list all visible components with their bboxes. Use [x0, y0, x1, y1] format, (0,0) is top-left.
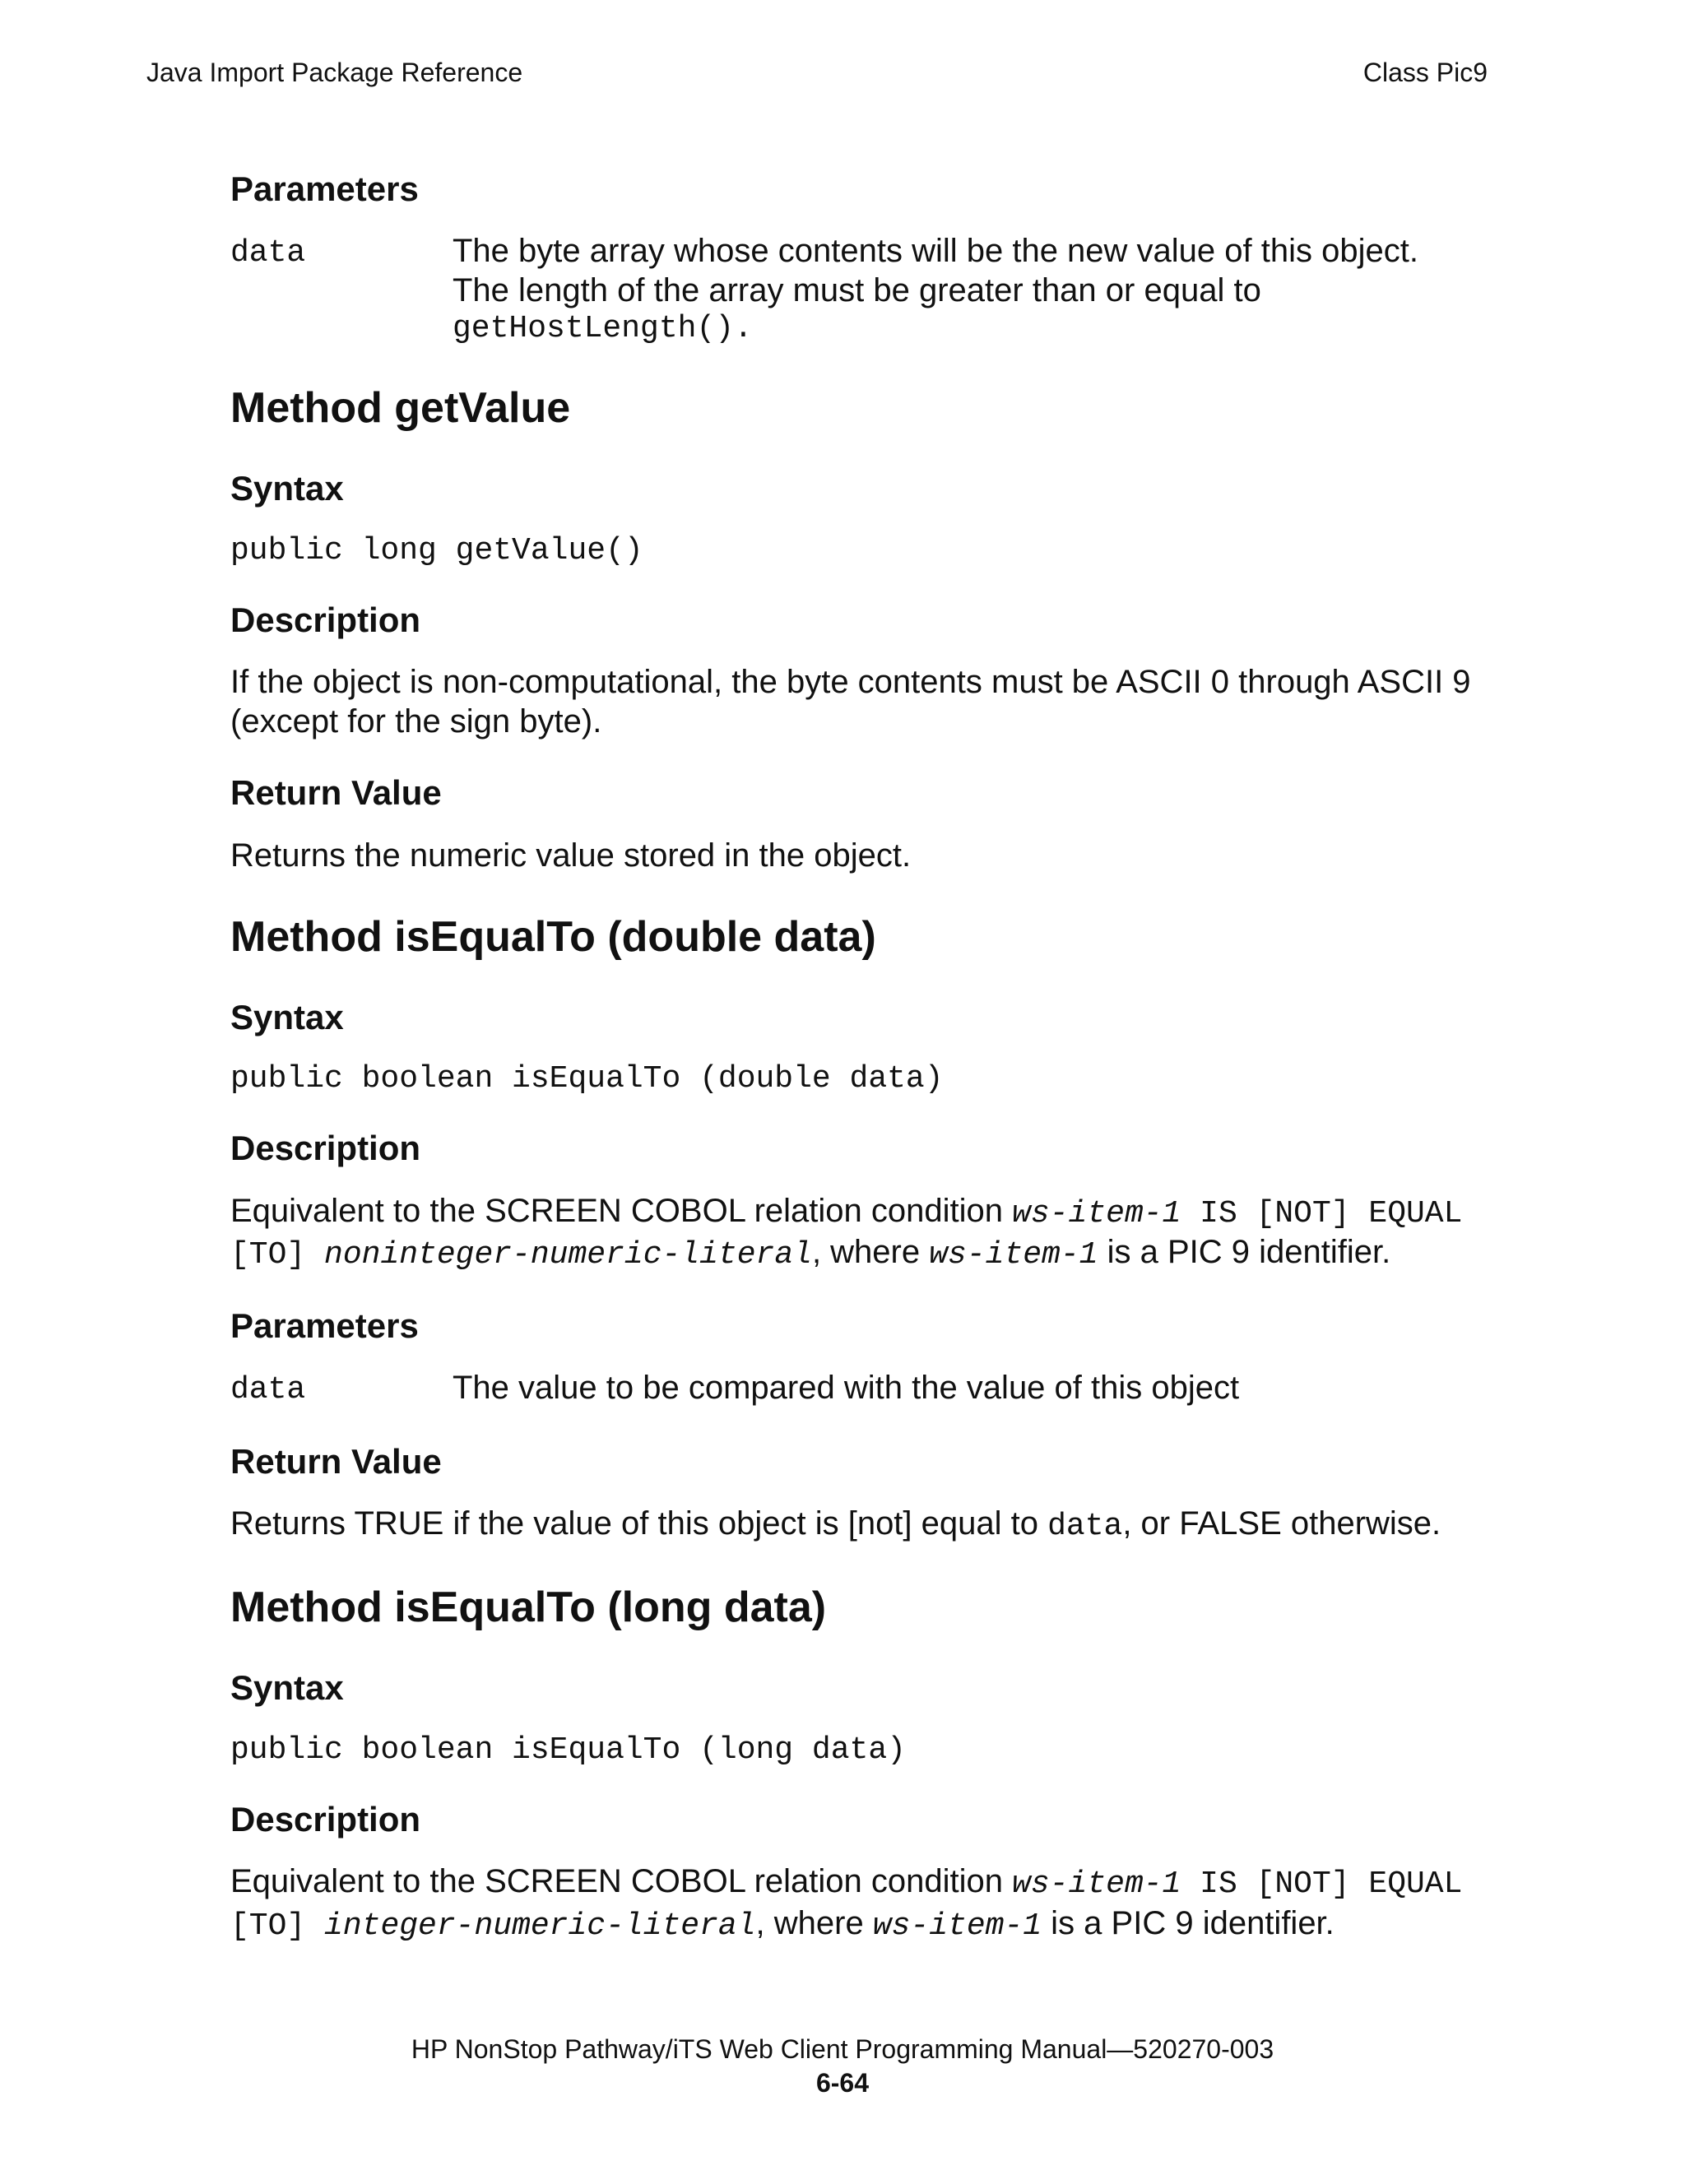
syntax-code: public boolean isEqualTo (long data)	[230, 1732, 906, 1768]
parameter-row	[230, 231, 1497, 348]
parameter-name: data	[230, 1372, 306, 1408]
return-value-text-part: , or FALSE otherwise.	[1122, 1505, 1441, 1542]
description-text: If the object is non-computational, the byte contents must be ASCII 0 through ASCII 9 (except for the sign byte).	[230, 664, 1471, 740]
description-code: IS [NOT] EQUAL [TO]	[230, 1866, 1463, 1944]
method-title-isequalto-long: Method isEqualTo (long data)	[230, 1583, 827, 1631]
syntax-code: public long getValue()	[230, 532, 643, 568]
description-literal: integer-numeric-literal	[324, 1908, 756, 1944]
description-text-part: , where	[811, 1234, 930, 1271]
parameter-description-line: The byte array whose contents will be the new value of this object.	[453, 233, 1418, 270]
footer-manual-title: HP NonStop Pathway/iTS Web Client Programming Manual—520270-003	[411, 2034, 1274, 2064]
parameter-description: The value to be compared with the value of this object	[453, 1370, 1240, 1407]
return-value-text-part: Returns TRUE if the value of this object is [not] equal to	[230, 1505, 1048, 1542]
description-text-part: is a PIC 9 identifier.	[1042, 1904, 1335, 1941]
return-value-heading: Return Value	[230, 773, 442, 813]
description-heading: Description	[230, 1799, 421, 1839]
description-text-part: Equivalent to the SCREEN COBOL relation condition	[230, 1862, 1013, 1899]
description-text-part: is a PIC 9 identifier.	[1098, 1234, 1391, 1271]
description-text-part: Equivalent to the SCREEN COBOL relation condition	[230, 1192, 1013, 1229]
parameter-description	[453, 231, 1418, 348]
description-code: IS [NOT] EQUAL [TO]	[230, 1195, 1463, 1273]
method-title-isequalto-double: Method isEqualTo (double data)	[230, 912, 876, 961]
parameters-heading: Parameters	[230, 1305, 419, 1345]
description-heading: Description	[230, 600, 421, 639]
running-header-title: Java Import Package Reference	[146, 58, 523, 87]
description-text-part: , where	[755, 1904, 873, 1941]
return-value-code: data	[1047, 1509, 1123, 1545]
syntax-code: public boolean isEqualTo (double data)	[230, 1061, 944, 1097]
parameter-description-line: The length of the array must be greater than or equal to	[453, 272, 1261, 309]
syntax-heading: Syntax	[230, 997, 344, 1036]
syntax-heading: Syntax	[230, 1668, 344, 1708]
return-value-text	[230, 1504, 1497, 1546]
parameter-row	[230, 1368, 1497, 1410]
parameters-heading: Parameters	[230, 169, 419, 208]
return-value-text: Returns the numeric value stored in the object.	[230, 837, 912, 874]
description-literal: noninteger-numeric-literal	[324, 1237, 812, 1273]
description-heading: Description	[230, 1129, 421, 1168]
running-header-class: Class Pic9	[1362, 58, 1488, 87]
description-identifier: ws-item-1	[872, 1908, 1042, 1944]
parameter-description-code: getHostLength().	[453, 311, 753, 347]
description-identifier: ws-item-1	[1012, 1866, 1181, 1902]
footer-page-number: 6-64	[815, 2068, 870, 2098]
page-content	[230, 169, 1497, 1945]
description-text	[230, 1862, 1481, 1945]
parameter-name: data	[230, 235, 306, 271]
method-title-getvalue: Method getValue	[230, 383, 571, 432]
description-identifier: ws-item-1	[1012, 1195, 1181, 1231]
description-identifier: ws-item-1	[929, 1237, 1098, 1273]
return-value-heading: Return Value	[230, 1441, 442, 1481]
syntax-heading: Syntax	[230, 469, 344, 508]
description-text	[230, 1191, 1481, 1274]
